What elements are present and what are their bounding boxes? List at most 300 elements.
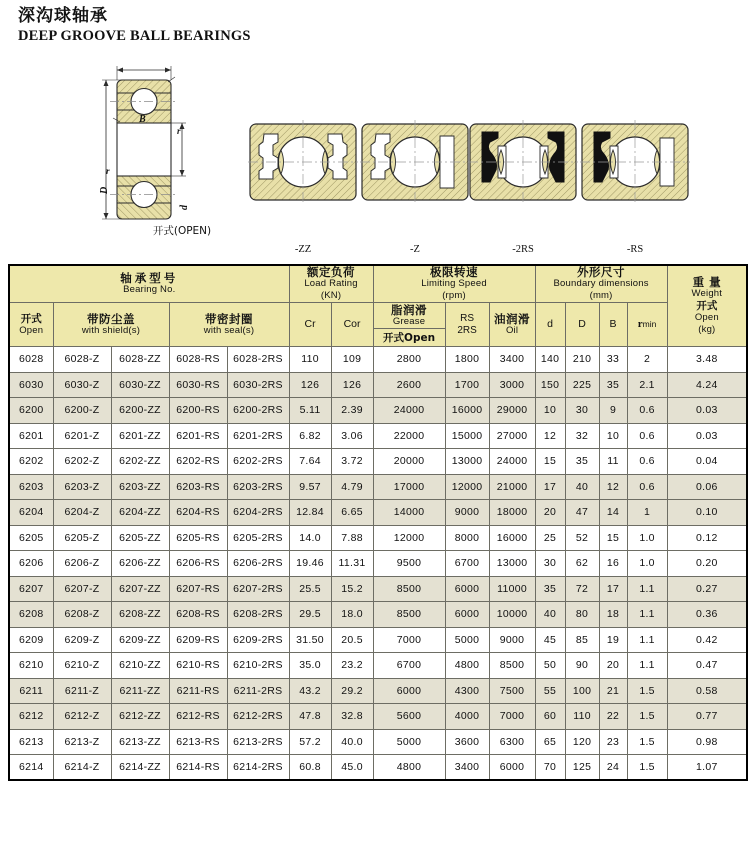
cell-open: 6212	[9, 704, 53, 730]
header-cor-label: Cor	[343, 318, 361, 330]
cell-oil-speed: 3000	[489, 372, 535, 398]
cell-weight: 0.12	[667, 525, 747, 551]
cell-weight: 3.48	[667, 347, 747, 373]
cell-rmin: 1.0	[627, 551, 667, 577]
table-row	[9, 627, 747, 653]
cell-z: 6204-Z	[53, 500, 111, 526]
cell-D: 30	[565, 398, 599, 424]
cell-open: 6200	[9, 398, 53, 424]
cell-rs-speed: 16000	[445, 398, 489, 424]
header-limiting-speed-en: Limiting Speed	[421, 278, 487, 289]
cell-rs-speed: 3600	[445, 729, 489, 755]
table-row	[9, 551, 747, 577]
cell-rmin: 1.5	[627, 755, 667, 781]
header-rs-2rs	[445, 303, 489, 347]
cell-zz: 6212-ZZ	[111, 704, 169, 730]
cell-d: 12	[535, 423, 565, 449]
cell-z: 6210-Z	[53, 653, 111, 679]
table-row	[9, 602, 747, 628]
header-boundary-cn: 外形尺寸	[577, 265, 626, 279]
cell-2rs: 6204-2RS	[227, 500, 289, 526]
cell-rmin: 0.6	[627, 398, 667, 424]
cell-rs-speed: 13000	[445, 449, 489, 475]
header-rmin-min: min	[642, 319, 657, 329]
cell-D: 210	[565, 347, 599, 373]
cell-weight: 0.98	[667, 729, 747, 755]
cell-rs-speed: 4800	[445, 653, 489, 679]
cell-rs: 6203-RS	[169, 474, 227, 500]
cell-rmin: 1.0	[627, 525, 667, 551]
header-rs-label: RS	[460, 312, 474, 324]
cell-zz: 6210-ZZ	[111, 653, 169, 679]
cell-rs: 6202-RS	[169, 449, 227, 475]
zz-bearing-diagram	[248, 120, 358, 204]
header-open-cn: 开式	[20, 312, 42, 325]
cell-grease-speed: 14000	[373, 500, 445, 526]
cell-zz: 6204-ZZ	[111, 500, 169, 526]
header-D-label: D	[578, 318, 586, 330]
header-grease-en: Grease	[392, 315, 426, 327]
cell-grease-speed: 5000	[373, 729, 445, 755]
table-row	[9, 372, 747, 398]
cell-weight: 0.03	[667, 423, 747, 449]
dim-label-r-left: r	[106, 166, 110, 176]
table-row	[9, 398, 747, 424]
table-row	[9, 423, 747, 449]
cell-B: 11	[599, 449, 627, 475]
cell-rs-speed: 5000	[445, 627, 489, 653]
header-with-seal	[169, 303, 289, 347]
cell-cr: 25.5	[289, 576, 331, 602]
cell-B: 22	[599, 704, 627, 730]
title-chinese: 深沟球轴承	[18, 6, 108, 26]
header-sub-row	[9, 303, 747, 329]
cell-rmin: 1.1	[627, 576, 667, 602]
cell-2rs: 6203-2RS	[227, 474, 289, 500]
cell-rs: 6028-RS	[169, 347, 227, 373]
cell-rs: 6200-RS	[169, 398, 227, 424]
cell-open: 6214	[9, 755, 53, 781]
cell-d: 30	[535, 551, 565, 577]
cell-rs: 6213-RS	[169, 729, 227, 755]
cell-z: 6207-Z	[53, 576, 111, 602]
cell-zz: 6213-ZZ	[111, 729, 169, 755]
cell-2rs: 6208-2RS	[227, 602, 289, 628]
cell-2rs: 6212-2RS	[227, 704, 289, 730]
cell-oil-speed: 6000	[489, 755, 535, 781]
cell-zz: 6208-ZZ	[111, 602, 169, 628]
cell-d: 55	[535, 678, 565, 704]
cell-oil-speed: 9000	[489, 627, 535, 653]
cell-rs-speed: 6000	[445, 576, 489, 602]
cell-open: 6209	[9, 627, 53, 653]
cell-open: 6206	[9, 551, 53, 577]
cell-d: 140	[535, 347, 565, 373]
cell-zz: 6214-ZZ	[111, 755, 169, 781]
header-with-seal-en: with seal(s)	[203, 324, 255, 336]
header-open	[9, 303, 53, 347]
cell-cor: 6.65	[331, 500, 373, 526]
cell-D: 35	[565, 449, 599, 475]
cell-zz: 6202-ZZ	[111, 449, 169, 475]
cell-cr: 6.82	[289, 423, 331, 449]
table-row	[9, 755, 747, 781]
cell-2rs: 6210-2RS	[227, 653, 289, 679]
cell-open: 6213	[9, 729, 53, 755]
cell-z: 6214-Z	[53, 755, 111, 781]
cell-open: 6205	[9, 525, 53, 551]
cell-rs: 6204-RS	[169, 500, 227, 526]
header-with-shield-cn: 带防尘盖	[87, 311, 135, 326]
cell-2rs: 6207-2RS	[227, 576, 289, 602]
cell-d: 70	[535, 755, 565, 781]
cell-B: 19	[599, 627, 627, 653]
header-weight-unit: (kg)	[698, 324, 716, 335]
cell-z: 6205-Z	[53, 525, 111, 551]
header-grease-open	[373, 329, 445, 347]
cell-open: 6211	[9, 678, 53, 704]
cell-weight: 0.03	[667, 398, 747, 424]
cell-open: 6208	[9, 602, 53, 628]
header-with-shield	[53, 303, 169, 347]
cell-cr: 31.50	[289, 627, 331, 653]
cell-oil-speed: 10000	[489, 602, 535, 628]
cell-grease-speed: 8500	[373, 576, 445, 602]
header-with-seal-cn: 带密封圈	[205, 311, 254, 326]
cell-d: 25	[535, 525, 565, 551]
cell-cr: 47.8	[289, 704, 331, 730]
cell-cor: 11.31	[331, 551, 373, 577]
cell-d: 20	[535, 500, 565, 526]
header-weight-en: Weight	[691, 288, 723, 299]
cell-rs: 6030-RS	[169, 372, 227, 398]
cell-weight: 0.20	[667, 551, 747, 577]
page-title	[18, 6, 251, 45]
cell-cr: 60.8	[289, 755, 331, 781]
cell-z: 6203-Z	[53, 474, 111, 500]
cell-d: 35	[535, 576, 565, 602]
cell-open: 6207	[9, 576, 53, 602]
cell-2rs: 6202-2RS	[227, 449, 289, 475]
header-oil	[489, 303, 535, 347]
cell-grease-speed: 6700	[373, 653, 445, 679]
cell-grease-speed: 6000	[373, 678, 445, 704]
open-figure-label: 开式(OPEN)	[152, 225, 212, 237]
cell-zz: 6209-ZZ	[111, 627, 169, 653]
cell-D: 225	[565, 372, 599, 398]
cell-rs: 6210-RS	[169, 653, 227, 679]
cell-oil-speed: 11000	[489, 576, 535, 602]
title-english: DEEP GROOVE BALL BEARINGS	[18, 28, 251, 44]
cell-grease-speed: 7000	[373, 627, 445, 653]
table-row	[9, 500, 747, 526]
cell-D: 72	[565, 576, 599, 602]
cell-B: 24	[599, 755, 627, 781]
cell-2rs: 6200-2RS	[227, 398, 289, 424]
cell-rs: 6214-RS	[169, 755, 227, 781]
cell-rmin: 0.6	[627, 474, 667, 500]
cell-2rs: 6214-2RS	[227, 755, 289, 781]
cell-rs: 6201-RS	[169, 423, 227, 449]
cell-z: 6213-Z	[53, 729, 111, 755]
cell-rs: 6209-RS	[169, 627, 227, 653]
cell-d: 17	[535, 474, 565, 500]
cell-open: 6030	[9, 372, 53, 398]
cell-zz: 6200-ZZ	[111, 398, 169, 424]
cell-B: 18	[599, 602, 627, 628]
cell-rmin: 1.5	[627, 729, 667, 755]
cell-open: 6028	[9, 347, 53, 373]
cell-zz: 6201-ZZ	[111, 423, 169, 449]
cell-cr: 9.57	[289, 474, 331, 500]
cell-z: 6208-Z	[53, 602, 111, 628]
header-grease-open-label: 开式Open	[383, 331, 436, 344]
header-cor	[331, 303, 373, 347]
header-with-shield-en: with shield(s)	[81, 324, 141, 336]
header-cr-label: Cr	[304, 318, 316, 330]
cell-oil-speed: 27000	[489, 423, 535, 449]
cell-weight: 0.10	[667, 500, 747, 526]
cell-grease-speed: 22000	[373, 423, 445, 449]
cell-D: 110	[565, 704, 599, 730]
cell-B: 15	[599, 525, 627, 551]
cell-weight: 0.36	[667, 602, 747, 628]
cell-rs-speed: 1800	[445, 347, 489, 373]
cell-zz: 6028-ZZ	[111, 347, 169, 373]
cell-rs-speed: 3400	[445, 755, 489, 781]
cell-z: 6202-Z	[53, 449, 111, 475]
cell-open: 6210	[9, 653, 53, 679]
cell-2rs: 6028-2RS	[227, 347, 289, 373]
cell-cor: 4.79	[331, 474, 373, 500]
cell-weight: 4.24	[667, 372, 747, 398]
cell-cr: 35.0	[289, 653, 331, 679]
cell-cor: 3.06	[331, 423, 373, 449]
cell-D: 47	[565, 500, 599, 526]
cell-oil-speed: 21000	[489, 474, 535, 500]
cell-grease-speed: 20000	[373, 449, 445, 475]
header-boundary-unit: (mm)	[589, 290, 613, 301]
cell-zz: 6205-ZZ	[111, 525, 169, 551]
cell-rmin: 0.6	[627, 449, 667, 475]
cell-D: 90	[565, 653, 599, 679]
header-bearing-no-cn: 轴承型号	[120, 271, 179, 285]
cell-d: 15	[535, 449, 565, 475]
cell-oil-speed: 7500	[489, 678, 535, 704]
cell-z: 6201-Z	[53, 423, 111, 449]
header-weight-cn: 重 量	[692, 275, 722, 289]
cell-grease-speed: 2600	[373, 372, 445, 398]
cell-oil-speed: 8500	[489, 653, 535, 679]
cell-open: 6204	[9, 500, 53, 526]
cell-z: 6211-Z	[53, 678, 111, 704]
cell-zz: 6203-ZZ	[111, 474, 169, 500]
cell-rmin: 1	[627, 500, 667, 526]
cell-z: 6212-Z	[53, 704, 111, 730]
cell-rs-speed: 6000	[445, 602, 489, 628]
cell-rmin: 2.1	[627, 372, 667, 398]
cell-d: 45	[535, 627, 565, 653]
cell-rs-speed: 4000	[445, 704, 489, 730]
cell-zz: 6206-ZZ	[111, 551, 169, 577]
cell-rs-speed: 4300	[445, 678, 489, 704]
header-dim-D-large	[565, 303, 599, 347]
cell-z: 6206-Z	[53, 551, 111, 577]
header-d-label: d	[547, 318, 553, 330]
cell-oil-speed: 29000	[489, 398, 535, 424]
table-row	[9, 449, 747, 475]
cell-cor: 2.39	[331, 398, 373, 424]
cell-cor: 126	[331, 372, 373, 398]
cell-open: 6203	[9, 474, 53, 500]
cell-zz: 6211-ZZ	[111, 678, 169, 704]
table-row	[9, 576, 747, 602]
cell-cr: 126	[289, 372, 331, 398]
cell-weight: 0.47	[667, 653, 747, 679]
dim-label-D: D	[99, 186, 110, 194]
cell-grease-speed: 9500	[373, 551, 445, 577]
cell-2rs: 6211-2RS	[227, 678, 289, 704]
cell-grease-speed: 8500	[373, 602, 445, 628]
cell-2rs: 6206-2RS	[227, 551, 289, 577]
cell-D: 52	[565, 525, 599, 551]
cell-cor: 18.0	[331, 602, 373, 628]
cell-d: 60	[535, 704, 565, 730]
cell-rmin: 1.5	[627, 678, 667, 704]
cell-B: 33	[599, 347, 627, 373]
cell-2rs: 6209-2RS	[227, 627, 289, 653]
2rs-figure-label: -2RS	[512, 244, 534, 255]
cell-cor: 15.2	[331, 576, 373, 602]
header-dim-B	[599, 303, 627, 347]
cell-2rs: 6205-2RS	[227, 525, 289, 551]
cell-rs: 6211-RS	[169, 678, 227, 704]
cell-cr: 110	[289, 347, 331, 373]
header-limiting-speed	[373, 265, 535, 303]
cell-grease-speed: 17000	[373, 474, 445, 500]
cell-grease-speed: 24000	[373, 398, 445, 424]
header-load-rating-unit: (KN)	[320, 290, 342, 301]
cell-cor: 7.88	[331, 525, 373, 551]
cell-weight: 0.58	[667, 678, 747, 704]
cell-cor: 29.2	[331, 678, 373, 704]
cell-grease-speed: 5600	[373, 704, 445, 730]
header-load-rating	[289, 265, 373, 303]
table-row	[9, 678, 747, 704]
cell-grease-speed: 2800	[373, 347, 445, 373]
z-figure-label: -Z	[410, 244, 420, 255]
cell-grease-speed: 12000	[373, 525, 445, 551]
header-cr	[289, 303, 331, 347]
table-header	[9, 265, 747, 347]
cell-cr: 19.46	[289, 551, 331, 577]
header-group-row	[9, 265, 747, 303]
cell-B: 16	[599, 551, 627, 577]
cell-d: 10	[535, 398, 565, 424]
header-limiting-speed-cn: 极限转速	[430, 265, 479, 279]
cell-cor: 40.0	[331, 729, 373, 755]
cell-weight: 0.27	[667, 576, 747, 602]
table-row	[9, 704, 747, 730]
cell-D: 120	[565, 729, 599, 755]
header-weight	[667, 265, 747, 347]
dim-label-r-top: r	[177, 126, 181, 136]
zz-figure-label: -ZZ	[294, 244, 312, 255]
cell-D: 100	[565, 678, 599, 704]
header-rmin-r: r	[637, 318, 643, 330]
header-weight-cn2: 开式	[696, 300, 718, 312]
header-oil-cn: 油润滑	[494, 311, 531, 326]
cell-D: 62	[565, 551, 599, 577]
header-boundary-dimensions	[535, 265, 667, 303]
cell-weight: 0.04	[667, 449, 747, 475]
cell-rmin: 1.1	[627, 627, 667, 653]
dim-label-d: d	[179, 205, 190, 210]
table-row	[9, 729, 747, 755]
cell-D: 80	[565, 602, 599, 628]
cell-cor: 23.2	[331, 653, 373, 679]
cell-cor: 109	[331, 347, 373, 373]
cell-d: 50	[535, 653, 565, 679]
cell-cr: 5.11	[289, 398, 331, 424]
header-dim-rmin	[627, 303, 667, 347]
table-row	[9, 474, 747, 500]
header-B-label: B	[609, 318, 617, 330]
cell-cr: 43.2	[289, 678, 331, 704]
table-row	[9, 653, 747, 679]
bearing-specification-table	[8, 264, 748, 781]
header-weight-en2: Open	[694, 312, 719, 323]
cell-cor: 3.72	[331, 449, 373, 475]
cell-rs: 6208-RS	[169, 602, 227, 628]
header-oil-en: Oil	[505, 324, 519, 336]
cell-grease-speed: 4800	[373, 755, 445, 781]
header-dim-d-small	[535, 303, 565, 347]
cell-B: 21	[599, 678, 627, 704]
cell-zz: 6030-ZZ	[111, 372, 169, 398]
diagram-area	[0, 52, 754, 255]
cell-2rs: 6030-2RS	[227, 372, 289, 398]
cell-B: 17	[599, 576, 627, 602]
cell-d: 40	[535, 602, 565, 628]
cell-oil-speed: 13000	[489, 551, 535, 577]
cell-rs: 6206-RS	[169, 551, 227, 577]
cell-rs: 6207-RS	[169, 576, 227, 602]
cell-rmin: 1.1	[627, 653, 667, 679]
cell-oil-speed: 18000	[489, 500, 535, 526]
cell-d: 65	[535, 729, 565, 755]
cell-rs-speed: 15000	[445, 423, 489, 449]
cell-B: 20	[599, 653, 627, 679]
cell-cr: 14.0	[289, 525, 331, 551]
header-boundary-en: Boundary dimensions	[553, 278, 649, 289]
cell-oil-speed: 7000	[489, 704, 535, 730]
cell-cr: 7.64	[289, 449, 331, 475]
cell-cr: 57.2	[289, 729, 331, 755]
header-bearing-no-en: Bearing No.	[123, 284, 176, 295]
header-open-en: Open	[19, 324, 44, 336]
cell-cor: 32.8	[331, 704, 373, 730]
cell-rs: 6205-RS	[169, 525, 227, 551]
table-row	[9, 347, 747, 373]
cell-2rs: 6213-2RS	[227, 729, 289, 755]
header-grease-cn: 脂润滑	[391, 302, 428, 317]
header-2rs-label: 2RS	[457, 324, 477, 336]
cell-zz: 6207-ZZ	[111, 576, 169, 602]
cell-rmin: 0.6	[627, 423, 667, 449]
cell-oil-speed: 6300	[489, 729, 535, 755]
2rs-bearing-diagram	[468, 120, 578, 204]
